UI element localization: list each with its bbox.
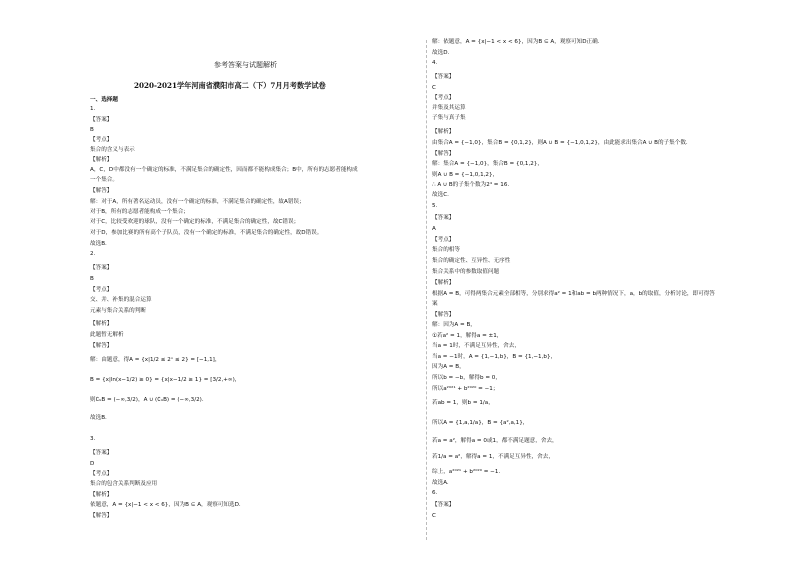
solution-label: 【解答】	[90, 343, 113, 349]
solution-label: 【解答】	[432, 312, 455, 318]
solution-text: 解：对于A，所有著名运动员，没有一个确定的标准，不满足集合的确定性，故A错误；	[90, 199, 305, 205]
answer-label: 【答案】	[432, 74, 455, 80]
solution-text: 若ab = 1，则b = 1/a，	[432, 400, 494, 406]
analysis-text: 此题暂无解析	[90, 332, 124, 338]
answer-value: C	[432, 513, 436, 519]
solution-text: 对于C，比较受欢迎的球队，没有一个确定的标准，不满足集合的确定性，故C错误；	[90, 219, 300, 225]
solution-text: 所以a²⁰²¹ + b²⁰²⁰ = −1；	[432, 386, 499, 392]
solution-text: 故选D.	[432, 50, 450, 56]
topic-text: 元素与集合关系的判断	[90, 308, 146, 314]
topic-text: 集合关系中的参数取值问题	[432, 269, 500, 275]
solution-text: 综上，a²⁰²¹ + b²⁰²⁰ = −1.	[432, 469, 501, 475]
solution-text: 对于D，参加比赛的所有高个子队员，没有一个确定的标准，不满足集合的确定性，故D错误。	[90, 230, 323, 236]
topic-text: 集合的包含关系判断及应用	[90, 481, 158, 487]
answer-value: D	[90, 461, 95, 467]
solution-text: 故选B.	[90, 415, 107, 421]
solution-text: 故选A.	[432, 480, 449, 486]
solution-text: 所以b = −b，解得b = 0，	[432, 375, 501, 381]
analysis-text: 案	[432, 301, 438, 307]
exam-title: 2020-2021学年河南省濮阳市高二（下）7月月考数学试卷	[134, 81, 326, 90]
answer-value: A	[432, 226, 436, 232]
topic-label: 【考点】	[432, 237, 455, 243]
solution-text: 故选C.	[432, 192, 449, 198]
analysis-label: 【解析】	[90, 157, 113, 163]
solution-text: 解：集合A = {−1,0}，集合B = {0,1,2}，	[432, 161, 543, 167]
solution-text: 则A ∪ B = {−1,0,1,2}，	[432, 172, 499, 178]
solution-text: 因为A = B，	[432, 364, 465, 370]
topic-label: 【考点】	[432, 95, 455, 101]
question-number: 2.	[90, 251, 96, 257]
solution-text: 若a = a²，解得a = 0或1，都不满足题意，舍去，	[432, 438, 558, 444]
solution-label: 【解答】	[432, 151, 455, 157]
topic-text: 集合的含义与表示	[90, 147, 135, 153]
solution-text: 则∁ᵤB = (−∞,3/2)，A ∪ (∁ᵤB) = (−∞,3/2).	[90, 397, 204, 403]
topic-label: 【考点】	[90, 137, 113, 143]
topic-text: 交、并、补集的混合运算	[90, 297, 152, 303]
solution-text: ∴ A ∪ B的子集个数为2⁴ = 16.	[432, 182, 510, 188]
question-number: 5.	[432, 203, 438, 209]
analysis-text: 根据A = B，可得两集合元素全部相等，分别求得a² = 1和ab = b两种情况下，a，b的取值，分析讨论，即可得答	[432, 291, 715, 297]
answer-label: 【答案】	[432, 502, 455, 508]
solution-text: 当a = −1时，A = {1,−1,b}，B = {1,−1,b}，	[432, 354, 557, 360]
solution-text: 解：依题意，A = {x|−1 < x < 6}，因为B ⊆ A，观察可知D正确.	[432, 39, 600, 45]
topic-text: 集合的确定性、互异性、无序性	[432, 258, 511, 264]
analysis-label: 【解析】	[432, 280, 455, 286]
answer-label: 【答案】	[90, 450, 113, 456]
answer-value: B	[90, 127, 94, 133]
solution-text: 所以A = {1,a,1/a}，B = {a²,a,1}，	[432, 420, 529, 426]
solution-label: 【解答】	[90, 513, 113, 519]
topic-label: 【考点】	[90, 471, 113, 477]
answer-label: 【答案】	[90, 265, 113, 271]
solution-label: 【解答】	[90, 188, 113, 194]
topic-text: 集合的相等	[432, 247, 460, 253]
answer-value: C	[432, 85, 436, 91]
topic-text: 并集及其运算	[432, 105, 466, 111]
question-number: 1.	[90, 106, 96, 112]
analysis-label: 【解析】	[90, 492, 113, 498]
solution-text: 若1/a = a²，解得a = 1，不满足互异性，舍去，	[432, 454, 554, 460]
analysis-text: 由集合A = {−1,0}，集合B = {0,1,2}，则A ∪ B = {−1,0,1,2}，由此能求出集合A ∪ B的子集个数.	[432, 140, 688, 146]
solution-text: 解：由题意，得A = {x|1/2 ≤ 2ˣ ≤ 2} = [−1,1]，	[90, 357, 221, 363]
analysis-text: 一个集合。	[90, 177, 118, 183]
analysis-text: A，C，D中都没有一个确定的标准，不满足集合的确定性，因而都不能构成集合；B中，所有的志愿者能构成	[90, 167, 358, 173]
answer-title: 参考答案与试题解析	[214, 61, 277, 69]
answer-value: B	[90, 276, 94, 282]
solution-text: 对于B，所有的志愿者能构成一个集合；	[90, 209, 189, 215]
analysis-label: 【解析】	[90, 321, 113, 327]
solution-text: 当a = 1时，不满足互异性，舍去，	[432, 343, 520, 349]
column-divider	[426, 40, 427, 540]
question-number: 6.	[432, 490, 438, 496]
answer-label: 【答案】	[432, 215, 455, 221]
solution-text: 故选B.	[90, 241, 107, 247]
section-heading: 一、选择题	[90, 97, 118, 103]
answer-label: 【答案】	[90, 117, 113, 123]
question-number: 3.	[90, 436, 96, 442]
topic-text: 子集与真子集	[432, 115, 466, 121]
solution-text: B = {x|ln(x−1/2) ≥ 0} = {x|x−1/2 ≥ 1} = [3/2,+∞)，	[90, 377, 241, 383]
analysis-label: 【解析】	[432, 129, 455, 135]
topic-label: 【考点】	[90, 287, 113, 293]
solution-text: 解：因为A = B，	[432, 322, 476, 328]
question-number: 4.	[432, 60, 438, 66]
solution-text: ①若a² = 1，解得a = ±1，	[432, 333, 503, 339]
analysis-text: 依题意，A = {x|−1 < x < 6}，因为B ⊆ A，观察可知选D.	[90, 502, 241, 508]
